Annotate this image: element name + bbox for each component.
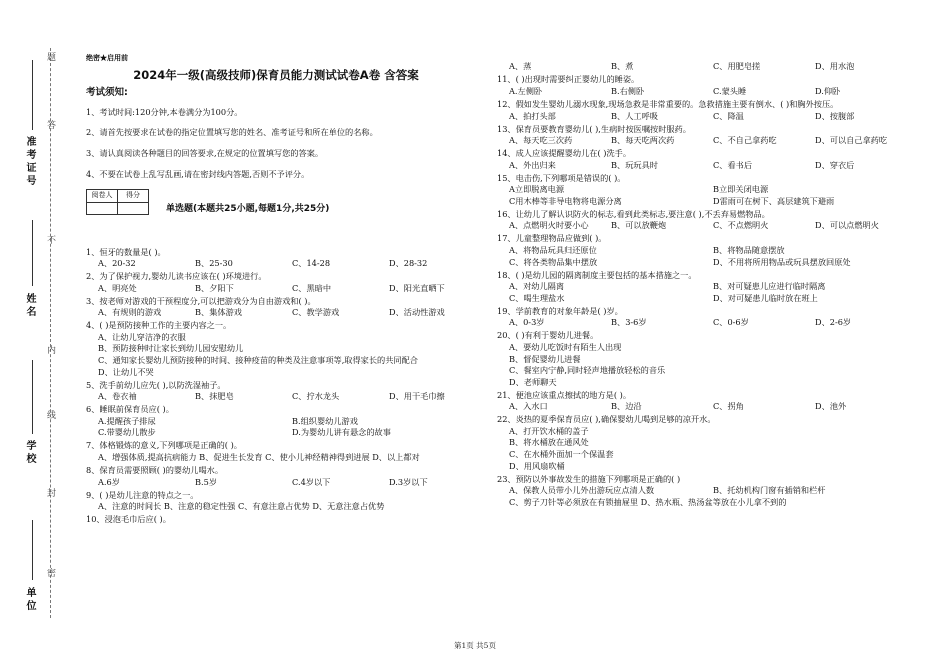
question-stem: 1、恒牙的数量是( )。 (86, 246, 166, 257)
option[interactable]: D、对可疑患儿临时放在班上 (713, 292, 818, 303)
option[interactable]: C.蒙头睡 (713, 85, 747, 96)
options-row (497, 281, 917, 293)
option-line[interactable]: C、剪子刀针等必须放在有锁抽屉里 D、热水瓶、热汤盆等放在小儿拿不到的 (509, 496, 787, 507)
option[interactable]: C、餐室内宁静,同时轻声地播放轻松的音乐 (509, 365, 666, 376)
option[interactable]: B、预防接种时让家长到幼儿园安慰幼儿 (98, 343, 244, 354)
option[interactable]: A、明亮处 (98, 282, 137, 293)
option[interactable]: A、对幼儿隔离 (509, 281, 565, 292)
question (86, 296, 486, 319)
options-row (497, 401, 917, 413)
options-row (497, 160, 917, 172)
question (86, 404, 486, 439)
option[interactable]: B、每天吃两次药 (611, 135, 675, 146)
option[interactable]: D、池外 (815, 401, 847, 412)
options-row (86, 283, 486, 295)
question-stem: 3、按老师对游戏的干预程度分,可以把游戏分为自由游戏和( )。 (86, 295, 316, 306)
question-stem: 11、( )出现时需要纠正婴幼儿的睡姿。 (497, 74, 640, 85)
option[interactable]: C、14-28 (292, 258, 331, 269)
option[interactable]: B、25-30 (195, 258, 233, 269)
seal-char: 内 (45, 345, 55, 356)
question-stem: 12、假如发生婴幼儿溺水现象,现场急救是非常重要的。急救措施主要有倒水、( )和胸外按压。 (497, 98, 839, 109)
option[interactable]: B.5岁 (195, 476, 218, 487)
unit-blank[interactable] (32, 520, 33, 580)
option[interactable]: D雷雨可在树下、高层建筑下避雨 (713, 195, 835, 206)
option[interactable]: D、用干毛巾擦 (389, 391, 445, 402)
option[interactable]: A、0-3岁 (509, 317, 545, 328)
option[interactable]: C、在水桶外面加一个保温套 (509, 449, 614, 460)
notice-item: 4、不要在试卷上乱写乱画,请在密封线内答题,否则不予评分。 (86, 168, 310, 179)
option[interactable]: D、28-32 (389, 258, 428, 269)
option[interactable]: D.仰卧 (815, 85, 841, 96)
option[interactable]: D、穿衣后 (815, 159, 855, 170)
option[interactable]: B、对可疑患儿应进行临时隔离 (713, 281, 826, 292)
question-stem: 17、儿童整理物品应做到( )。 (497, 233, 607, 244)
option[interactable]: C、看书后 (713, 159, 753, 170)
school-label: 学校 (24, 440, 35, 466)
options-row (497, 184, 917, 196)
options-row (86, 416, 486, 428)
option[interactable]: C、0-6岁 (713, 317, 749, 328)
exam-number-blank[interactable] (32, 60, 33, 130)
option[interactable]: C、用肥皂搓 (713, 61, 761, 72)
option[interactable]: A立即脱离电源 (509, 184, 565, 195)
option[interactable]: B立即关闭电源 (713, 184, 769, 195)
option[interactable]: A、将物品玩具归还原位 (509, 245, 597, 256)
option[interactable]: B.右侧卧 (611, 85, 645, 96)
question-stem: 5、洗手前幼儿应先( ),以防洗湿袖子。 (86, 379, 226, 390)
option[interactable]: A、卷衣袖 (98, 391, 137, 402)
notice-item: 3、请认真阅读各种题目的回答要求,在规定的位置填写您的答案。 (86, 147, 324, 158)
option[interactable]: B、集体游戏 (195, 307, 242, 318)
option[interactable]: C、将各类物品集中摆放 (509, 256, 598, 267)
question (86, 271, 486, 294)
question (86, 320, 486, 378)
option[interactable]: D、用水泡 (815, 61, 855, 72)
reviewer-cell[interactable] (87, 202, 118, 214)
question (497, 124, 917, 147)
options-row (86, 258, 486, 270)
question (497, 330, 917, 388)
question (86, 490, 486, 513)
option[interactable]: C、拧水龙头 (292, 391, 340, 402)
option[interactable]: D、活动性游戏 (389, 307, 445, 318)
reviewer-header: 阅卷人 (87, 190, 118, 203)
notice-heading: 考试须知: (86, 87, 128, 99)
option[interactable]: D、老师聊天 (509, 376, 557, 387)
options-row (86, 391, 486, 403)
left-question-list (86, 247, 486, 526)
option[interactable]: B、抹肥皂 (195, 391, 234, 402)
page-footer: 第1页 共5页 (454, 641, 496, 650)
seal-char: 题 (45, 52, 55, 63)
option[interactable]: B.组织婴幼儿游戏 (292, 415, 358, 426)
question (497, 148, 917, 171)
option[interactable]: C、教学游戏 (292, 307, 340, 318)
option[interactable]: C、降温 (713, 110, 744, 121)
option[interactable]: A、有规则的游戏 (98, 307, 162, 318)
question-stem: 15、电击伤,下列哪项是错误的( )。 (497, 172, 626, 183)
question-stem: 18、( )是幼儿园的隔离制度主要包括的基本措施之一。 (497, 269, 697, 280)
question-stem: 16、让幼儿了解认识防火的标志,看到此类标志,要注意( ),不丢弃易燃物品。 (497, 208, 770, 219)
option[interactable]: C用木棒等非导电物将电源分离 (509, 195, 622, 206)
options-row (497, 293, 917, 305)
option[interactable]: C、黑暗中 (292, 282, 332, 293)
options-row (497, 317, 917, 329)
question (497, 306, 917, 329)
option[interactable]: D、用风扇吹桶 (509, 460, 565, 471)
option[interactable]: A、要幼儿吃饭时有陌生人出现 (509, 341, 622, 352)
option[interactable]: B、督促婴幼儿进餐 (509, 353, 581, 364)
unit-label: 单位 (24, 587, 35, 613)
question (497, 233, 917, 268)
options-row (497, 257, 917, 269)
option[interactable]: A、点燃明火时要小心 (509, 220, 589, 231)
left-column (86, 52, 486, 526)
question-stem: 20、( )有利于婴幼儿进餐。 (497, 330, 599, 341)
school-blank[interactable] (32, 360, 33, 434)
seal-char: 封 (45, 488, 55, 499)
options-row (86, 307, 486, 319)
option[interactable]: B、3-6岁 (611, 317, 647, 328)
question (497, 474, 917, 509)
options-row (497, 111, 917, 123)
question (497, 209, 917, 232)
question (497, 74, 917, 97)
right-column (497, 60, 917, 508)
options-row (497, 86, 917, 98)
option[interactable]: B、玩玩具时 (611, 159, 658, 170)
option[interactable]: C.带婴幼儿散步 (98, 427, 156, 438)
option[interactable]: C、通知家长婴幼儿预防接种的时间、接种疫苗的种类及注意事项等,取得家长的共同配合 (98, 355, 418, 366)
name-blank[interactable] (32, 220, 33, 286)
question (497, 414, 917, 472)
seal-char: 密 (45, 568, 55, 579)
option[interactable]: D、阳光直晒下 (389, 282, 445, 293)
option[interactable]: B、托幼机构门窗有插销和栏杆 (713, 485, 826, 496)
options-row (497, 245, 917, 257)
seal-char: 答 (45, 120, 55, 131)
option[interactable]: A、每天吃三次药 (509, 135, 573, 146)
option[interactable]: C.4岁以下 (292, 476, 331, 487)
score-area (86, 189, 486, 223)
option[interactable]: D.为婴幼儿讲有悬念的故事 (292, 427, 391, 438)
question-stem: 19、学前教育的对象年龄是( )岁。 (497, 305, 623, 316)
options-row (497, 135, 917, 147)
question-stem: 4、( )是预防接种工作的主要内容之一。 (86, 320, 232, 331)
option[interactable]: B、边沿 (611, 401, 642, 412)
option[interactable]: D、可以自己拿药吃 (815, 135, 888, 146)
option[interactable]: A、打开饮水桶的盖子 (509, 425, 589, 436)
question-stem: 8、保育员需要照顾( )的婴幼儿喝水。 (86, 464, 224, 475)
question-stem: 7、体格锻炼的意义,下列哪项是正确的( )。 (86, 440, 242, 451)
option-line[interactable]: A、增强体质,提高抗病能力 B、促进生长发育 C、使小儿神经精神得到进展 D、以上都对 (98, 451, 420, 462)
score-cell[interactable] (118, 202, 149, 214)
options-row (86, 427, 486, 439)
options-row (86, 477, 486, 489)
option[interactable]: A、拍打头部 (509, 110, 556, 121)
score-table (86, 189, 149, 215)
score-header: 得分 (118, 190, 149, 203)
option-line[interactable]: A、注意的时间长 B、注意的稳定性强 C、有意注意占优势 D、无意注意占优势 (98, 501, 385, 512)
option[interactable]: C、不点燃明火 (713, 220, 769, 231)
question-stem: 9、( )是幼儿注意的特点之一。 (86, 489, 199, 500)
right-question-list (497, 61, 917, 508)
question-stem: 10、浸泡毛巾后应( )。 (86, 514, 171, 525)
option[interactable]: D、可以点燃明火 (815, 220, 879, 231)
option[interactable]: A.6岁 (98, 476, 120, 487)
option[interactable]: B、将水桶放在通风处 (509, 437, 589, 448)
option[interactable]: D、2-6岁 (815, 317, 852, 328)
question (86, 514, 486, 526)
option[interactable]: A.左侧卧 (509, 85, 543, 96)
option[interactable]: A、20-32 (98, 258, 136, 269)
options-row (497, 220, 917, 232)
question (86, 380, 486, 403)
question-stem: 23、预防以外事故发生的措施下列哪项是正确的( ) (497, 473, 681, 484)
option[interactable]: C、不自己拿药吃 (713, 135, 777, 146)
options-row (497, 61, 917, 73)
question-stem: 6、睡眠前保育员应( )。 (86, 404, 174, 415)
option[interactable]: A、入水口 (509, 401, 548, 412)
options-row (497, 196, 917, 208)
option[interactable]: C、拐角 (713, 401, 744, 412)
option[interactable]: C、喝生理盐水 (509, 292, 565, 303)
seal-char: 不 (45, 235, 55, 246)
options-row (497, 485, 917, 497)
question (497, 61, 917, 73)
section-title: 单选题(本题共25小题,每题1分,共25分) (166, 204, 330, 215)
option[interactable]: A、蒸 (509, 61, 532, 72)
notice-item: 2、请首先按要求在试卷的指定位置填写您的姓名、准考证号和所在单位的名称。 (86, 127, 378, 138)
seal-line (50, 48, 51, 618)
question-stem: 14、成人应该提醒婴幼儿在( )洗手。 (497, 148, 632, 159)
option[interactable]: A.提醒孩子排尿 (98, 415, 156, 426)
question-stem: 2、为了保护视力,婴幼儿读书应该在( )环境进行。 (86, 271, 267, 282)
question-stem: 21、便池应该重点擦拭的地方是( )。 (497, 389, 632, 400)
question-stem: 22、炎热的夏季保育员应( ),确保婴幼儿喝到足够的凉开水。 (497, 414, 716, 425)
option[interactable]: B、煮 (611, 61, 634, 72)
question (497, 390, 917, 413)
option[interactable]: B、夕阳下 (195, 282, 234, 293)
exam-number-label: 准考证号 (24, 136, 35, 188)
question (86, 440, 486, 463)
exam-title: 2024年一级(高级技师)保育员能力测试试卷A卷 含答案 (133, 67, 419, 82)
question (86, 465, 486, 488)
option[interactable]: B、人工呼吸 (611, 110, 658, 121)
notice-item: 1、考试时间:120分钟,本卷满分为100分。 (86, 106, 243, 117)
option[interactable]: D、按腹部 (815, 110, 855, 121)
question (497, 173, 917, 208)
option[interactable]: A、保教人员带小儿外出游玩应点清人数 (509, 485, 655, 496)
question (497, 99, 917, 122)
option[interactable]: D、让幼儿不哭 (98, 366, 154, 377)
question (497, 270, 917, 305)
option[interactable]: B、将物品随意摆放 (713, 245, 785, 256)
confidential-mark: 绝密★启用前 (86, 53, 128, 62)
option[interactable]: D、不用将所用物品或玩具摆放回原处 (713, 256, 851, 267)
option[interactable]: A、外出归来 (509, 159, 556, 170)
option[interactable]: B、可以放鞭炮 (611, 220, 667, 231)
name-label: 姓名 (24, 293, 35, 319)
option[interactable]: A、让幼儿穿洁净的衣服 (98, 331, 186, 342)
question (86, 247, 486, 270)
binding-margin (0, 0, 80, 671)
option[interactable]: D.3岁以下 (389, 476, 428, 487)
seal-char: 线 (45, 410, 55, 421)
question-stem: 13、保育员要教育婴幼儿( ),生病时按医嘱按时服药。 (497, 123, 691, 134)
